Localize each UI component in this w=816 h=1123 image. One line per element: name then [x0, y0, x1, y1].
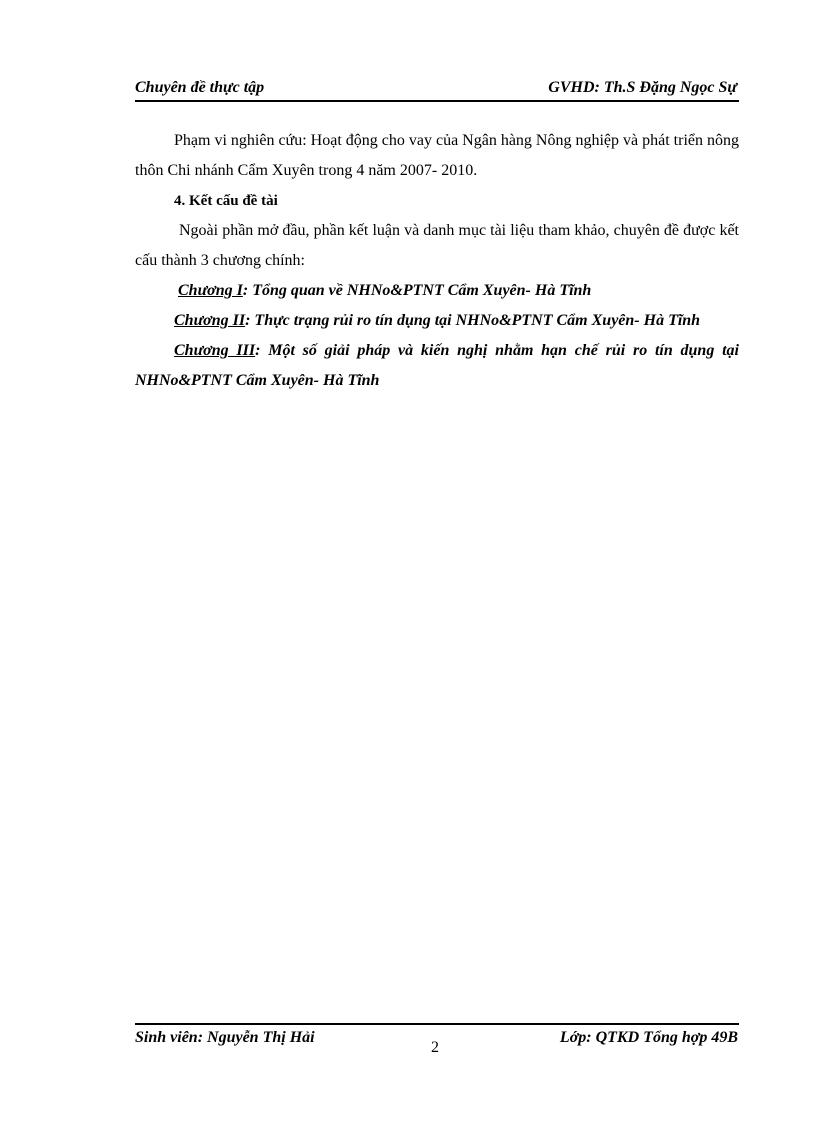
- footer-student: Sinh viên: Nguyễn Thị Hải: [135, 1029, 315, 1046]
- page-header: [135, 74, 739, 102]
- chapter-2-label: Chương II: [174, 312, 246, 329]
- section-heading: 4. Kết cấu đề tài: [174, 193, 278, 209]
- chapter-3: [135, 336, 739, 396]
- page-number: 2: [431, 1039, 439, 1056]
- footer-class: Lớp: QTKD Tổng hợp 49B: [559, 1029, 738, 1046]
- document-body: [135, 126, 739, 396]
- chapter-2: [135, 306, 739, 336]
- header-supervisor: GVHD: Th.S Đặng Ngọc Sự: [548, 79, 737, 96]
- chapter-2-title: : Thực trạng rủi ro tín dụng tại NHNo&PTNT Cẩm Xuyên- Hà Tĩnh: [245, 312, 701, 329]
- chapter-3-title: : Một số giải pháp và kiến nghị nhằm hạn chế rủi ro tín dụng tại NHNo&PTNT Cẩm Xuyên- Hà Tĩnh: [135, 342, 740, 389]
- chapter-3-label: Chương III: [174, 342, 256, 359]
- chapter-1-label: Chương I: [178, 282, 243, 299]
- intro-paragraph: Ngoài phần mở đầu, phần kết luận và danh mục tài liệu tham khảo, chuyên đề được kết cấu thành 3 chương chính:: [135, 222, 739, 269]
- scope-paragraph: Phạm vi nghiên cứu: Hoạt động cho vay của Ngân hàng Nông nghiệp và phát triển nông thôn Chi nhánh Cẩm Xuyên trong 4 năm 2007- 2010.: [135, 132, 739, 179]
- footer-divider: [135, 1023, 739, 1025]
- header-document-type: Chuyên đề thực tập: [135, 79, 265, 96]
- chapter-1-title: : Tổng quan về NHNo&PTNT Cẩm Xuyên- Hà Tĩnh: [242, 282, 592, 299]
- chapter-1: [135, 276, 739, 306]
